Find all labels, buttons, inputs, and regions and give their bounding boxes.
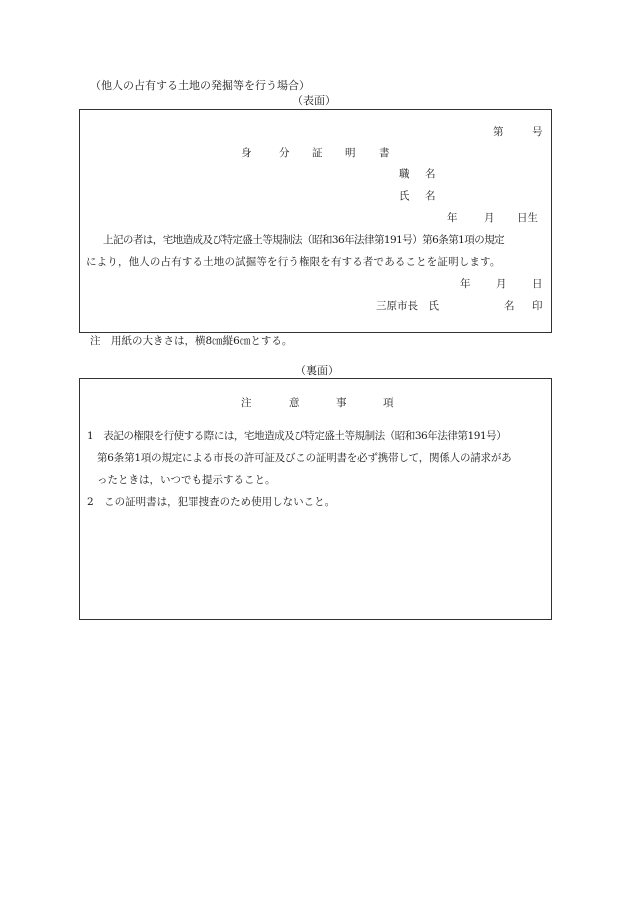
birth-day: 日生	[517, 212, 538, 224]
back-label: （裏面）	[295, 364, 339, 377]
back-title-char: 項	[383, 397, 394, 409]
issuer-name-label: 名	[504, 300, 515, 312]
number-go: 号	[532, 126, 543, 138]
birth-month: 月	[484, 212, 495, 224]
issue-year: 年	[460, 278, 471, 290]
back-title-char: 注	[241, 397, 252, 409]
name-label-2: 名	[425, 190, 436, 202]
back-title-char: 意	[289, 397, 300, 409]
title-char: 書	[379, 147, 390, 159]
note-item-2: 2 この証明書は，犯罪捜査のため使用しないこと。	[87, 496, 336, 508]
title-char: 身	[241, 147, 252, 159]
birth-year: 年	[447, 212, 458, 224]
front-label: （表面）	[292, 94, 336, 107]
name-label-1: 氏	[399, 190, 410, 202]
certificate-body-line-1: 上記の者は，宅地造成及び特定盛土等規制法（昭和36年法律第191号）第6条第1項の規定	[103, 234, 505, 246]
issue-day: 日	[532, 278, 543, 290]
certificate-body-line-2: により，他人の占有する土地の試掘等を行う権限を有する者であることを証明します。	[86, 256, 501, 268]
title-char: 明	[345, 147, 356, 159]
post-label-1: 職	[399, 168, 410, 180]
back-notes-box	[79, 378, 552, 620]
case-title: （他人の占有する土地の発掘等を行う場合）	[90, 79, 310, 92]
front-certificate-box	[79, 109, 552, 333]
post-label-2: 名	[425, 168, 436, 180]
note-item-1-line-1: 1 表記の権限を行使する際には，宅地造成及び特定盛土等規制法（昭和36年法律第191号）	[87, 430, 507, 442]
issue-month: 月	[496, 278, 507, 290]
size-note: 注 用紙の大きさは，横8㎝縦6㎝とする。	[90, 335, 293, 347]
title-char: 証	[312, 147, 323, 159]
note-item-1-line-3: ったときは，いつでも提示すること。	[97, 474, 276, 486]
number-dai: 第	[493, 126, 504, 138]
title-char: 分	[279, 147, 290, 159]
back-title-char: 事	[336, 397, 347, 409]
seal-label: 印	[532, 300, 543, 312]
issuer-title: 三原市長 氏	[376, 300, 439, 312]
note-item-1-line-2: 第6条第1項の規定による市長の許可証及びこの証明書を必ず携帯して，関係人の請求があ	[97, 452, 512, 464]
